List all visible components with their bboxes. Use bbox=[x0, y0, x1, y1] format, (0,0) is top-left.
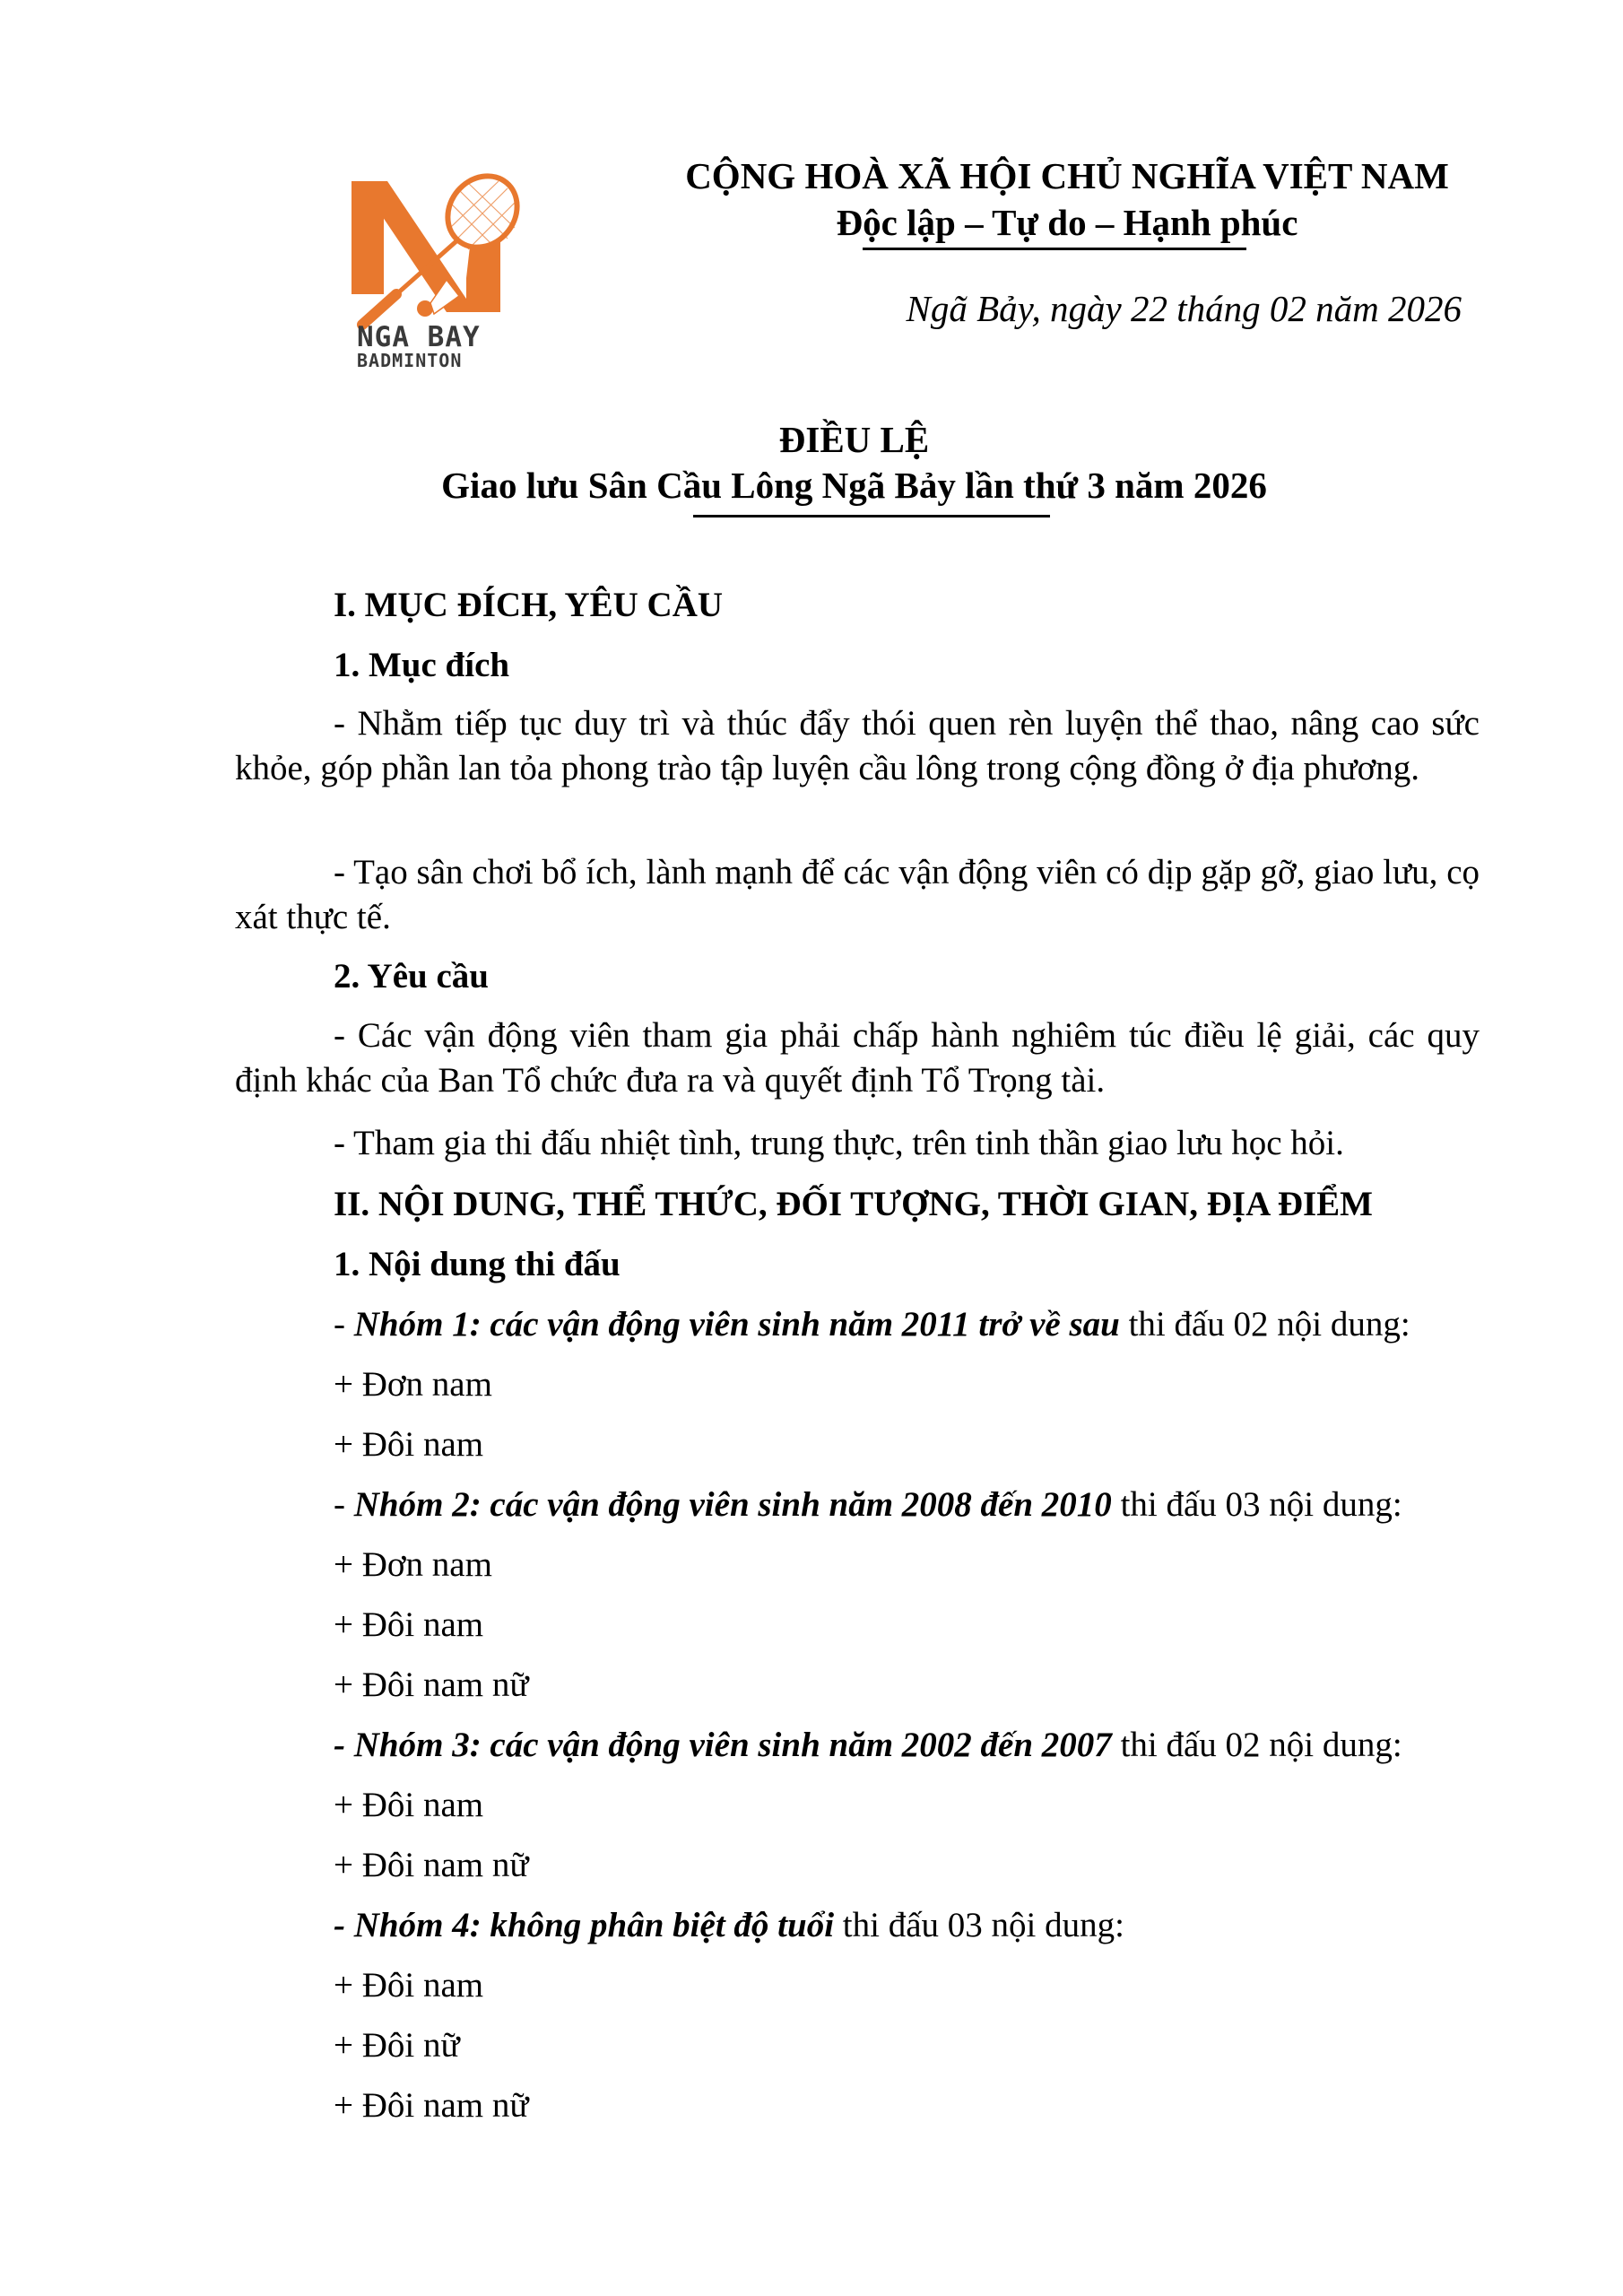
logo-name: NGA BAY bbox=[357, 321, 481, 353]
group-2-line bbox=[334, 1484, 1402, 1525]
nga-bay-badminton-logo bbox=[332, 161, 542, 371]
document-title: ĐIỀU LỆ bbox=[778, 419, 930, 460]
group-4-tail: thi đấu 03 nội dung: bbox=[834, 1906, 1124, 1944]
dash: - bbox=[334, 1305, 354, 1344]
section-1-heading: I. MỤC ĐÍCH, YÊU CẦU bbox=[334, 586, 724, 624]
group-3-event: + Đôi nam nữ bbox=[334, 1846, 529, 1884]
logo-subtitle: BADMINTON bbox=[357, 350, 463, 371]
group-3-label: Nhóm 3: các vận động viên sinh năm 2002 đến 2007 bbox=[353, 1726, 1112, 1764]
national-motto: Độc lập – Tự do – Hạnh phúc bbox=[836, 202, 1298, 243]
group-1-event: + Đôi nam bbox=[334, 1425, 484, 1464]
group-2-label: Nhóm 2: các vận động viên sinh năm 2008 đến 2010 bbox=[353, 1485, 1112, 1524]
motto-underline bbox=[863, 248, 1246, 250]
group-1-label: Nhóm 1: các vận động viên sinh năm 2011 trở về sau bbox=[353, 1305, 1120, 1344]
group-4-line bbox=[334, 1905, 1124, 1945]
dash: - bbox=[334, 1726, 354, 1764]
group-1-event: + Đơn nam bbox=[334, 1365, 492, 1404]
group-2-tail: thi đấu 03 nội dung: bbox=[1111, 1485, 1402, 1524]
group-4-label: Nhóm 4: không phân biệt độ tuổi bbox=[353, 1906, 835, 1944]
country-header: CỘNG HOÀ XÃ HỘI CHỦ NGHĨA VIỆT NAM bbox=[685, 155, 1449, 196]
subheading-muc-dich: 1. Mục đích bbox=[334, 646, 510, 684]
subheading-noi-dung: 1. Nội dung thi đấu bbox=[334, 1245, 621, 1283]
group-1-tail: thi đấu 02 nội dung: bbox=[1119, 1305, 1410, 1344]
group-4-event: + Đôi nữ bbox=[334, 2026, 460, 2065]
date-line: Ngã Bảy, ngày 22 tháng 02 năm 2026 bbox=[906, 288, 1462, 329]
dash: - bbox=[334, 1485, 354, 1524]
paragraph-purpose-2: - Tạo sân chơi bổ ích, lành mạnh để các vận động viên có dịp gặp gỡ, giao lưu, cọ xát thực tế. bbox=[235, 853, 1480, 936]
title-underline bbox=[693, 515, 1050, 517]
paragraph-requirement-2: - Tham gia thi đấu nhiệt tình, trung thực, trên tinh thần giao lưu học hỏi. bbox=[334, 1124, 1344, 1162]
group-3-line bbox=[334, 1725, 1402, 1765]
section-2-heading: II. NỘI DUNG, THỂ THỨC, ĐỐI TƯỢNG, THỜI GIAN, ĐỊA ĐIỂM bbox=[334, 1185, 1373, 1223]
dash: - bbox=[334, 1906, 354, 1944]
paragraph-requirement-1: - Các vận động viên tham gia phải chấp hành nghiêm túc điều lệ giải, các quy định khác của Ban Tổ chức đưa ra và quyết định Tổ Trọng tài. bbox=[235, 1016, 1480, 1100]
group-4-event: + Đôi nam nữ bbox=[334, 2086, 529, 2125]
group-2-event: + Đôi nam bbox=[334, 1605, 484, 1644]
subheading-yeu-cau: 2. Yêu cầu bbox=[334, 957, 489, 996]
group-3-tail: thi đấu 02 nội dung: bbox=[1111, 1726, 1402, 1764]
group-3-event: + Đôi nam bbox=[334, 1786, 484, 1824]
document-subtitle: Giao lưu Sân Cầu Lông Ngã Bảy lần thứ 3 năm 2026 bbox=[441, 465, 1267, 506]
paragraph-purpose-1: - Nhằm tiếp tục duy trì và thúc đẩy thói quen rèn luyện thể thao, nâng cao sức khỏe, góp phần lan tỏa phong trào tập luyện cầu lông trong cộng đồng ở địa phương. bbox=[235, 704, 1480, 787]
group-1-line bbox=[334, 1304, 1410, 1344]
group-2-event: + Đơn nam bbox=[334, 1545, 492, 1584]
group-4-event: + Đôi nam bbox=[334, 1966, 484, 2005]
group-2-event: + Đôi nam nữ bbox=[334, 1665, 529, 1704]
